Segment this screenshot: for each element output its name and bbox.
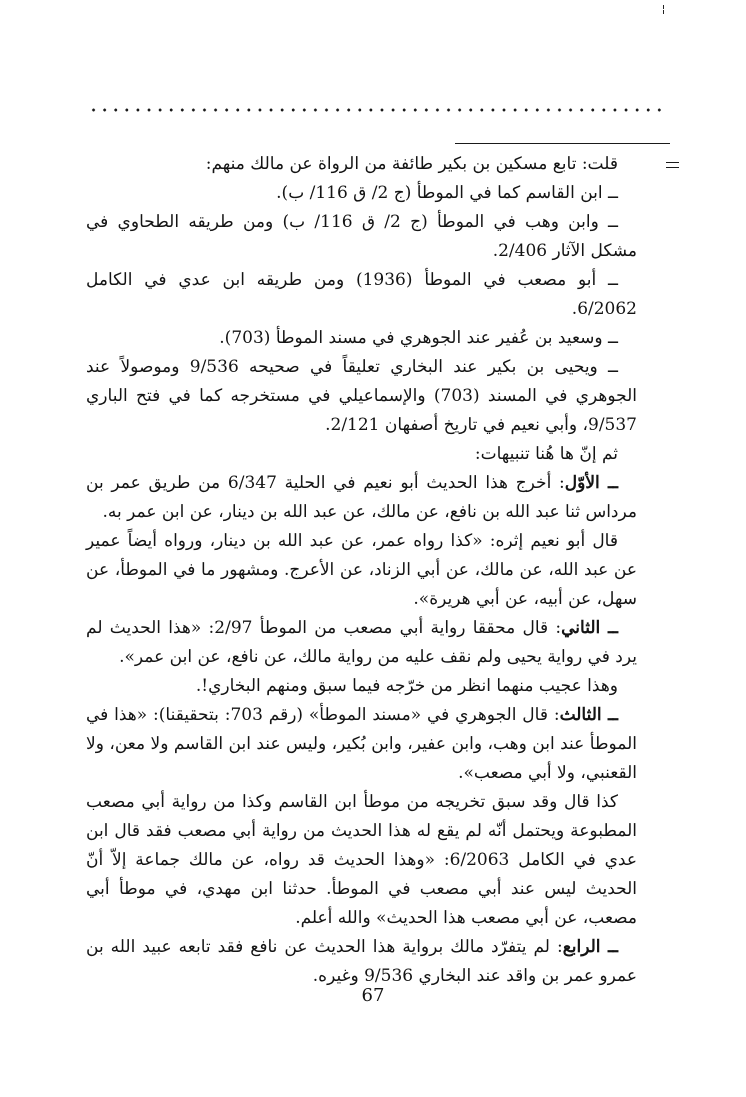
paragraph: قلت: تابع مسكين بن بكير طائفة من الرواة عن مالك منهم: xyxy=(205,154,618,174)
paragraph: وهذا عجيب منهما انظر من خرّجه فيما سبق ومنهم البخاري!. xyxy=(195,676,618,696)
paragraph: ــ وابن وهب في الموطأ (ج 2/ ق 116/ ب) ومن طريقه الطحاوي في مشكل الآثار 2/406. xyxy=(86,212,637,261)
continuation-mark xyxy=(666,162,679,169)
paragraph: كذا قال وقد سبق تخريجه من موطأ ابن القاسم وكذا من رواية أبي مصعب المطبوعة ويحتمل أنّه لم يقع له هذا الحديث من رواية أبي مصعب فقد قال ابن عدي في الكامل 6/2063: «وهذا الحديث قد رواه، عن مالك جماعة إلاّ أنّ الحديث ليس عند أبي مصعب في الموطأ. حدثنا ابن مهدي، في موطأ أبي مصعب، عن أبي مصعب هذا الحديث» والله أعلم. xyxy=(86,792,637,928)
paragraph xyxy=(86,614,637,672)
paragraph: ــ أبو مصعب في الموطأ (1936) ومن طريقه ابن عدي في الكامل 6/2062. xyxy=(86,270,637,319)
paragraph: ثم إنّ ها هُنا تنبيهات: xyxy=(474,444,618,464)
heading-second: ــ الثاني xyxy=(561,618,619,638)
paragraph xyxy=(86,701,637,788)
paragraph xyxy=(86,469,637,527)
paragraph-text: : لم يتفرّد مالك برواية هذا الحديث عن نافع فقد تابعه عبيد الله بن عمرو عمر بن واقد عند البخاري 9/536 وغيره. xyxy=(86,937,637,986)
paragraph-text: : قال محققا رواية أبي مصعب من الموطأ 2/97: «هذا الحديث لم يرد في رواية يحيى ولم نقف عليه من رواية مالك، عن نافع، عن ابن عمر». xyxy=(86,618,637,667)
paragraph-text: : قال الجوهري في «مسند الموطأ» (رقم 703: بتحقيقنا): «هذا في الموطأ عند ابن وهب، وابن عفير، وابن بُكير، وليس عند ابن القاسم ولا معن، ولا القعنبي، ولا أبي مصعب». xyxy=(86,705,637,783)
heading-first: ــ الأوّل xyxy=(564,473,618,493)
top-corner-mark xyxy=(659,5,668,14)
paragraph xyxy=(86,933,637,991)
paragraph: ــ وسعيد بن عُفير عند الجوهري في مسند الموطأ (703). xyxy=(219,328,618,348)
paragraph: ــ ويحيى بن بكير عند البخاري تعليقاً في صحيحه 9/536 وموصولاً عند الجوهري في المسند (703) والإسماعيلي في مستخرجه كما في فتح الباري 9/537، وأبي نعيم في تاريخ أصفهان 2/121. xyxy=(86,357,637,435)
page-number: 67 xyxy=(361,985,385,1006)
dotted-separator xyxy=(88,104,663,116)
footnote-text xyxy=(86,150,637,991)
heading-fourth: ــ الرابع xyxy=(562,937,618,957)
paragraph: قال أبو نعيم إثره: «كذا رواه عمر، عن عبد الله بن دينار، ورواه أيضاً عمير عن عبد الله، عن مالك، عن أبي الزناد، عن الأعرج. ومشهور ما في الموطأ، عن سهل، عن أبيه، عن أبي هريرة». xyxy=(86,531,637,609)
footnote-rule xyxy=(455,143,670,144)
paragraph: ــ ابن القاسم كما في الموطأ (ج 2/ ق 116/ ب). xyxy=(276,183,618,203)
heading-third: ــ الثالث xyxy=(559,705,618,725)
paragraph-text: : أخرج هذا الحديث أبو نعيم في الحلية 6/347 من طريق عمر بن مرداس ثنا عبد الله بن نافع، عن مالك، عن عبد الله بن دينار، عن ابن عمر به. xyxy=(86,473,637,522)
